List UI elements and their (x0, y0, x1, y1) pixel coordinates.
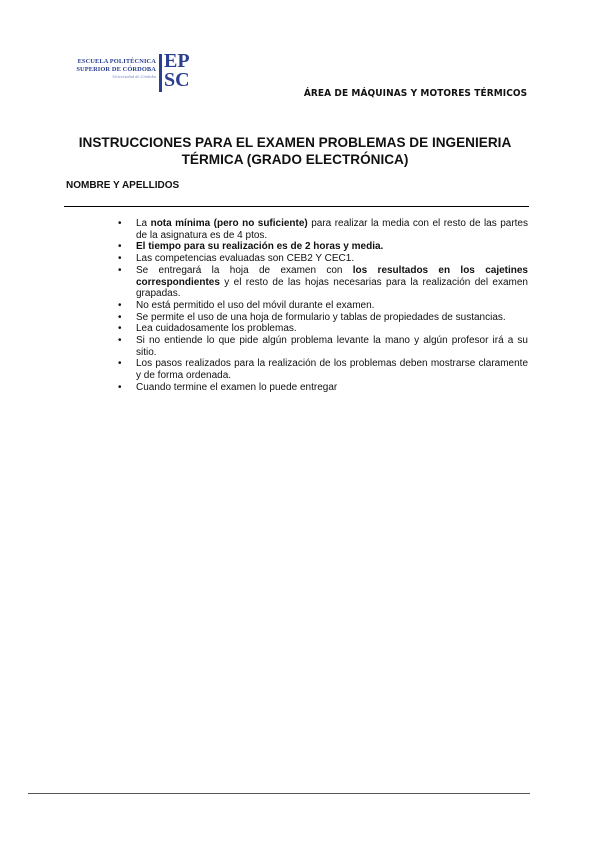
name-field-label: NOMBRE Y APELLIDOS (66, 180, 180, 191)
instructions-list (118, 218, 528, 394)
logo-line-3: Universidad de Córdoba (112, 74, 156, 79)
title-line-2: TÉRMICA (GRADO ELECTRÓNICA) (181, 152, 409, 167)
logo-line-2: SUPERIOR DE CÓRDOBA (76, 66, 156, 73)
instruction-text: Se entregará la hoja de examen con (136, 264, 353, 276)
logo-mark-bottom: SC (164, 69, 190, 91)
instruction-item (118, 241, 528, 253)
document-title (60, 134, 530, 168)
instruction-text: Si no entiende lo que pide algún problema levante la mano y algún profesor irá a su sitio. (136, 335, 528, 358)
department-header: ÁREA DE MÁQUINAS Y MOTORES TÉRMICOS (303, 88, 527, 99)
title-line-1: INSTRUCCIONES PARA EL EXAMEN PROBLEMAS DE INGENIERIA (78, 135, 512, 150)
instruction-emphasis: los resultados en los cajetines correspondientes (136, 264, 528, 288)
logo-text (60, 58, 156, 80)
instruction-text: Se permite el uso de una hoja de formulario y tablas de propiedades de sustancias. (136, 311, 506, 323)
bullet-icon: • (118, 299, 122, 311)
instruction-item (118, 218, 528, 241)
logo-mark (164, 52, 190, 90)
instruction-item (118, 265, 528, 300)
bullet-icon: • (118, 311, 122, 323)
instruction-text-continued: para realizar la media con el resto de las partes de la asignatura es de 4 ptos. (136, 218, 528, 241)
instruction-item (118, 382, 528, 394)
instruction-text: Lea cuidadosamente los problemas. (136, 323, 297, 335)
instruction-emphasis: nota mínima (pero no suficiente) (150, 218, 308, 229)
bullet-icon: • (118, 253, 122, 265)
footer-rule (28, 793, 530, 794)
instruction-text: Cuando termine el examen lo puede entregar (136, 381, 338, 393)
instruction-item (118, 300, 528, 312)
logo-line-1: ESCUELA POLITÉCNICA (77, 58, 156, 65)
instruction-item (118, 312, 528, 324)
instruction-text: No está permitido el uso del móvil durante el examen. (136, 299, 375, 311)
instruction-item (118, 358, 528, 381)
instruction-text-continued: y el resto de las hojas necesarias para la realización del examen grapadas. (136, 276, 528, 300)
logo-divider (159, 54, 162, 92)
bullet-icon: • (118, 381, 122, 393)
instruction-item (118, 253, 528, 265)
bullet-icon: • (118, 323, 122, 335)
bullet-icon: • (118, 264, 122, 276)
instruction-item (118, 323, 528, 335)
logo-mark-top: EP (164, 50, 190, 72)
school-logo (60, 50, 190, 96)
instruction-text: Las competencias evaluadas son CEB2 Y CEC1. (136, 253, 355, 265)
instruction-item (118, 335, 528, 358)
instruction-text: La (136, 218, 151, 229)
bullet-icon: • (118, 218, 122, 229)
instruction-text: Los pasos realizados para la realización de los problemas deben mostrarse claramente y de forma ordenada. (136, 358, 528, 382)
bullet-icon: • (118, 241, 122, 253)
bullet-icon: • (118, 335, 122, 347)
instruction-emphasis: El tiempo para su realización es de 2 horas y media. (136, 241, 384, 253)
bullet-icon: • (118, 358, 122, 370)
name-field-line (64, 206, 529, 207)
